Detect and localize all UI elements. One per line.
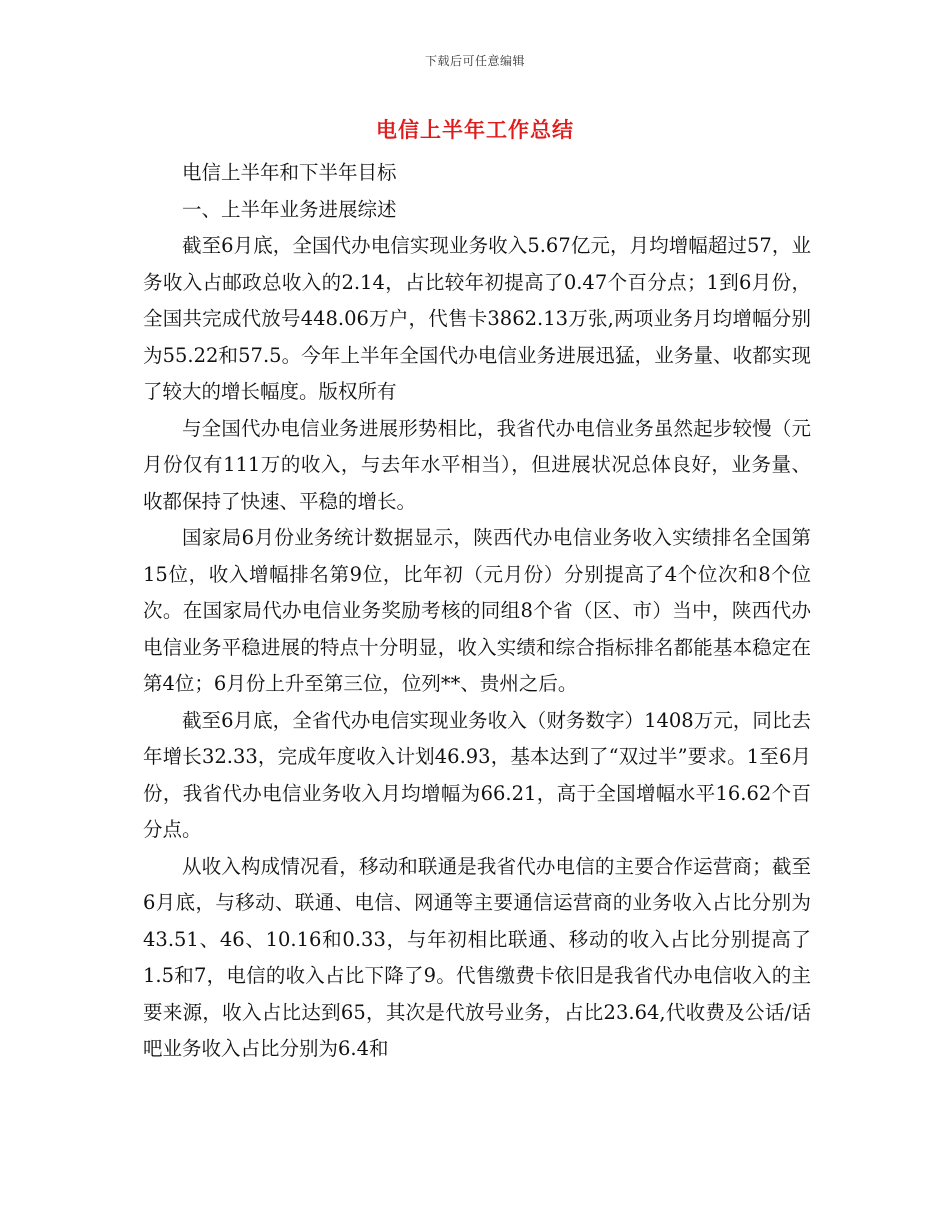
paragraph: 截至6月底，全省代办电信实现业务收入（财务数字）1408万元，同比去年增长32.33，完成年度收入计划46.93，基本达到了“双过半”要求。1至6月份，我省代办电信业务收入月均增幅为66.21，高于全国增幅水平16.62个百分点。 [143,708,811,841]
paragraph: 国家局6月份业务统计数据显示，陕西代办电信业务收入实绩排名全国第15位，收入增幅排名第9位，比年初（元月份）分别提高了4个位次和8个位次。在国家局代办电信业务奖励考核的同组8个省（区、市）当中，陕西代办电信业务平稳进展的特点十分明显，收入实绩和综合指标排名都能基本稳定在第4位；6月份上升至第三位，位列**、贵州之后。 [143,526,811,695]
header-note: 下载后可任意编辑 [424,54,525,68]
paragraph-section-heading: 一、上半年业务进展综述 [182,197,397,221]
paragraph: 截至6月底，全国代办电信实现业务收入5.67亿元，月均增幅超过57，业务收入占邮政总收入的2.14，占比较年初提高了0.47个百分点；1到6月份，全国共完成代放号448.06万户，代售卡3862.13万张,两项业务月均增幅分别为55.22和57.5。今年上半年全国代办电信业务进展迅猛，业务量、收都实现了较大的增长幅度。版权所有 [143,234,811,403]
document-body [143,155,811,1068]
paragraph: 从收入构成情况看，移动和联通是我省代办电信的主要合作运营商；截至6月底，与移动、联通、电信、网通等主要通信运营商的业务收入占比分别为43.51、46、10.16和0.33，与年初相比联通、移动的收入占比分别提高了1.5和7，电信的收入占比下降了9。代售缴费卡依旧是我省代办电信收入的主要来源，收入占比达到65，其次是代放号业务，占比23.64,代收费及公话/话吧业务收入占比分别为6.4和 [143,854,811,1060]
paragraph: 与全国代办电信业务进展形势相比，我省代办电信业务虽然起步较慢（元月份仅有111万的收入，与去年水平相当），但进展状况总体良好，业务量、收都保持了快速、平稳的增长。 [143,416,811,513]
document-title: 电信上半年工作总结 [376,117,574,142]
paragraph-subtitle: 电信上半年和下半年目标 [182,161,397,184]
